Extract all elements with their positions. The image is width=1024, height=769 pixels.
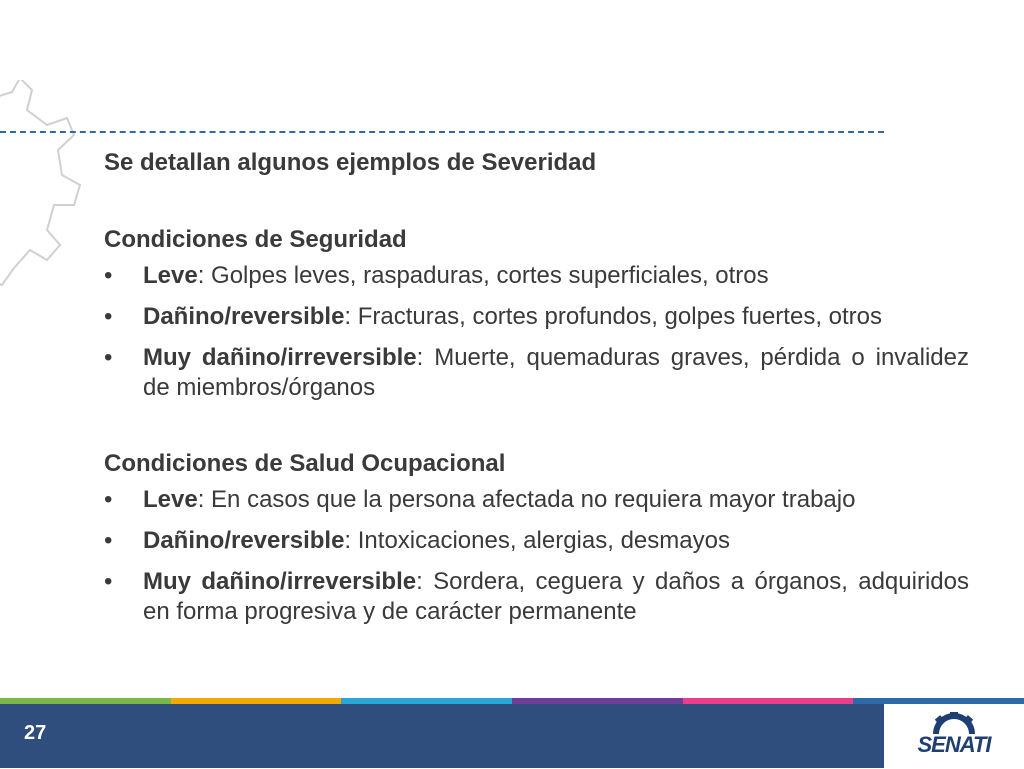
severity-description: : Golpes leves, raspaduras, cortes superficiales, otros xyxy=(197,262,769,289)
list-item xyxy=(104,302,969,332)
bullet-list-seguridad xyxy=(104,261,969,403)
severity-description: : Fracturas, cortes profundos, golpes fuertes, otros xyxy=(344,303,883,330)
senati-logo xyxy=(914,712,994,764)
list-item xyxy=(104,526,969,556)
list-item xyxy=(104,567,969,627)
logo-text: SENATI xyxy=(917,732,991,757)
slide-intro: Se detallan algunos ejemplos de Severidad xyxy=(104,149,597,176)
footer-band xyxy=(0,704,884,768)
severity-description: : En casos que la persona afectada no requiera mayor trabajo xyxy=(197,486,856,513)
slide-footer xyxy=(0,698,1024,768)
severity-term: Leve xyxy=(143,486,198,513)
list-item xyxy=(104,343,969,403)
list-item xyxy=(104,485,969,515)
section-divider xyxy=(0,131,884,133)
severity-term: Leve xyxy=(143,262,198,289)
severity-term: Dañino/reversible xyxy=(143,527,345,554)
severity-term: Dañino/reversible xyxy=(143,303,345,330)
gear-icon xyxy=(0,80,82,290)
severity-description: : Sordera, ceguera y daños a órganos, adquiridos en forma progresiva y de carácter permanente xyxy=(143,568,969,625)
list-item xyxy=(104,261,969,291)
bullet-list-salud xyxy=(104,485,969,627)
slide-content xyxy=(104,148,969,638)
severity-term: Muy dañino/irreversible xyxy=(143,344,417,371)
severity-description: : Intoxicaciones, alergias, desmayos xyxy=(344,527,730,554)
severity-description: : Muerte, quemaduras graves, pérdida o invalidez de miembros/órganos xyxy=(143,344,969,401)
page-number: 27 xyxy=(24,722,47,744)
logo-area xyxy=(884,704,1024,768)
section-title-salud: Condiciones de Salud Ocupacional xyxy=(104,450,506,477)
severity-term: Muy dañino/irreversible xyxy=(143,568,417,595)
section-title-seguridad: Condiciones de Seguridad xyxy=(104,226,407,253)
